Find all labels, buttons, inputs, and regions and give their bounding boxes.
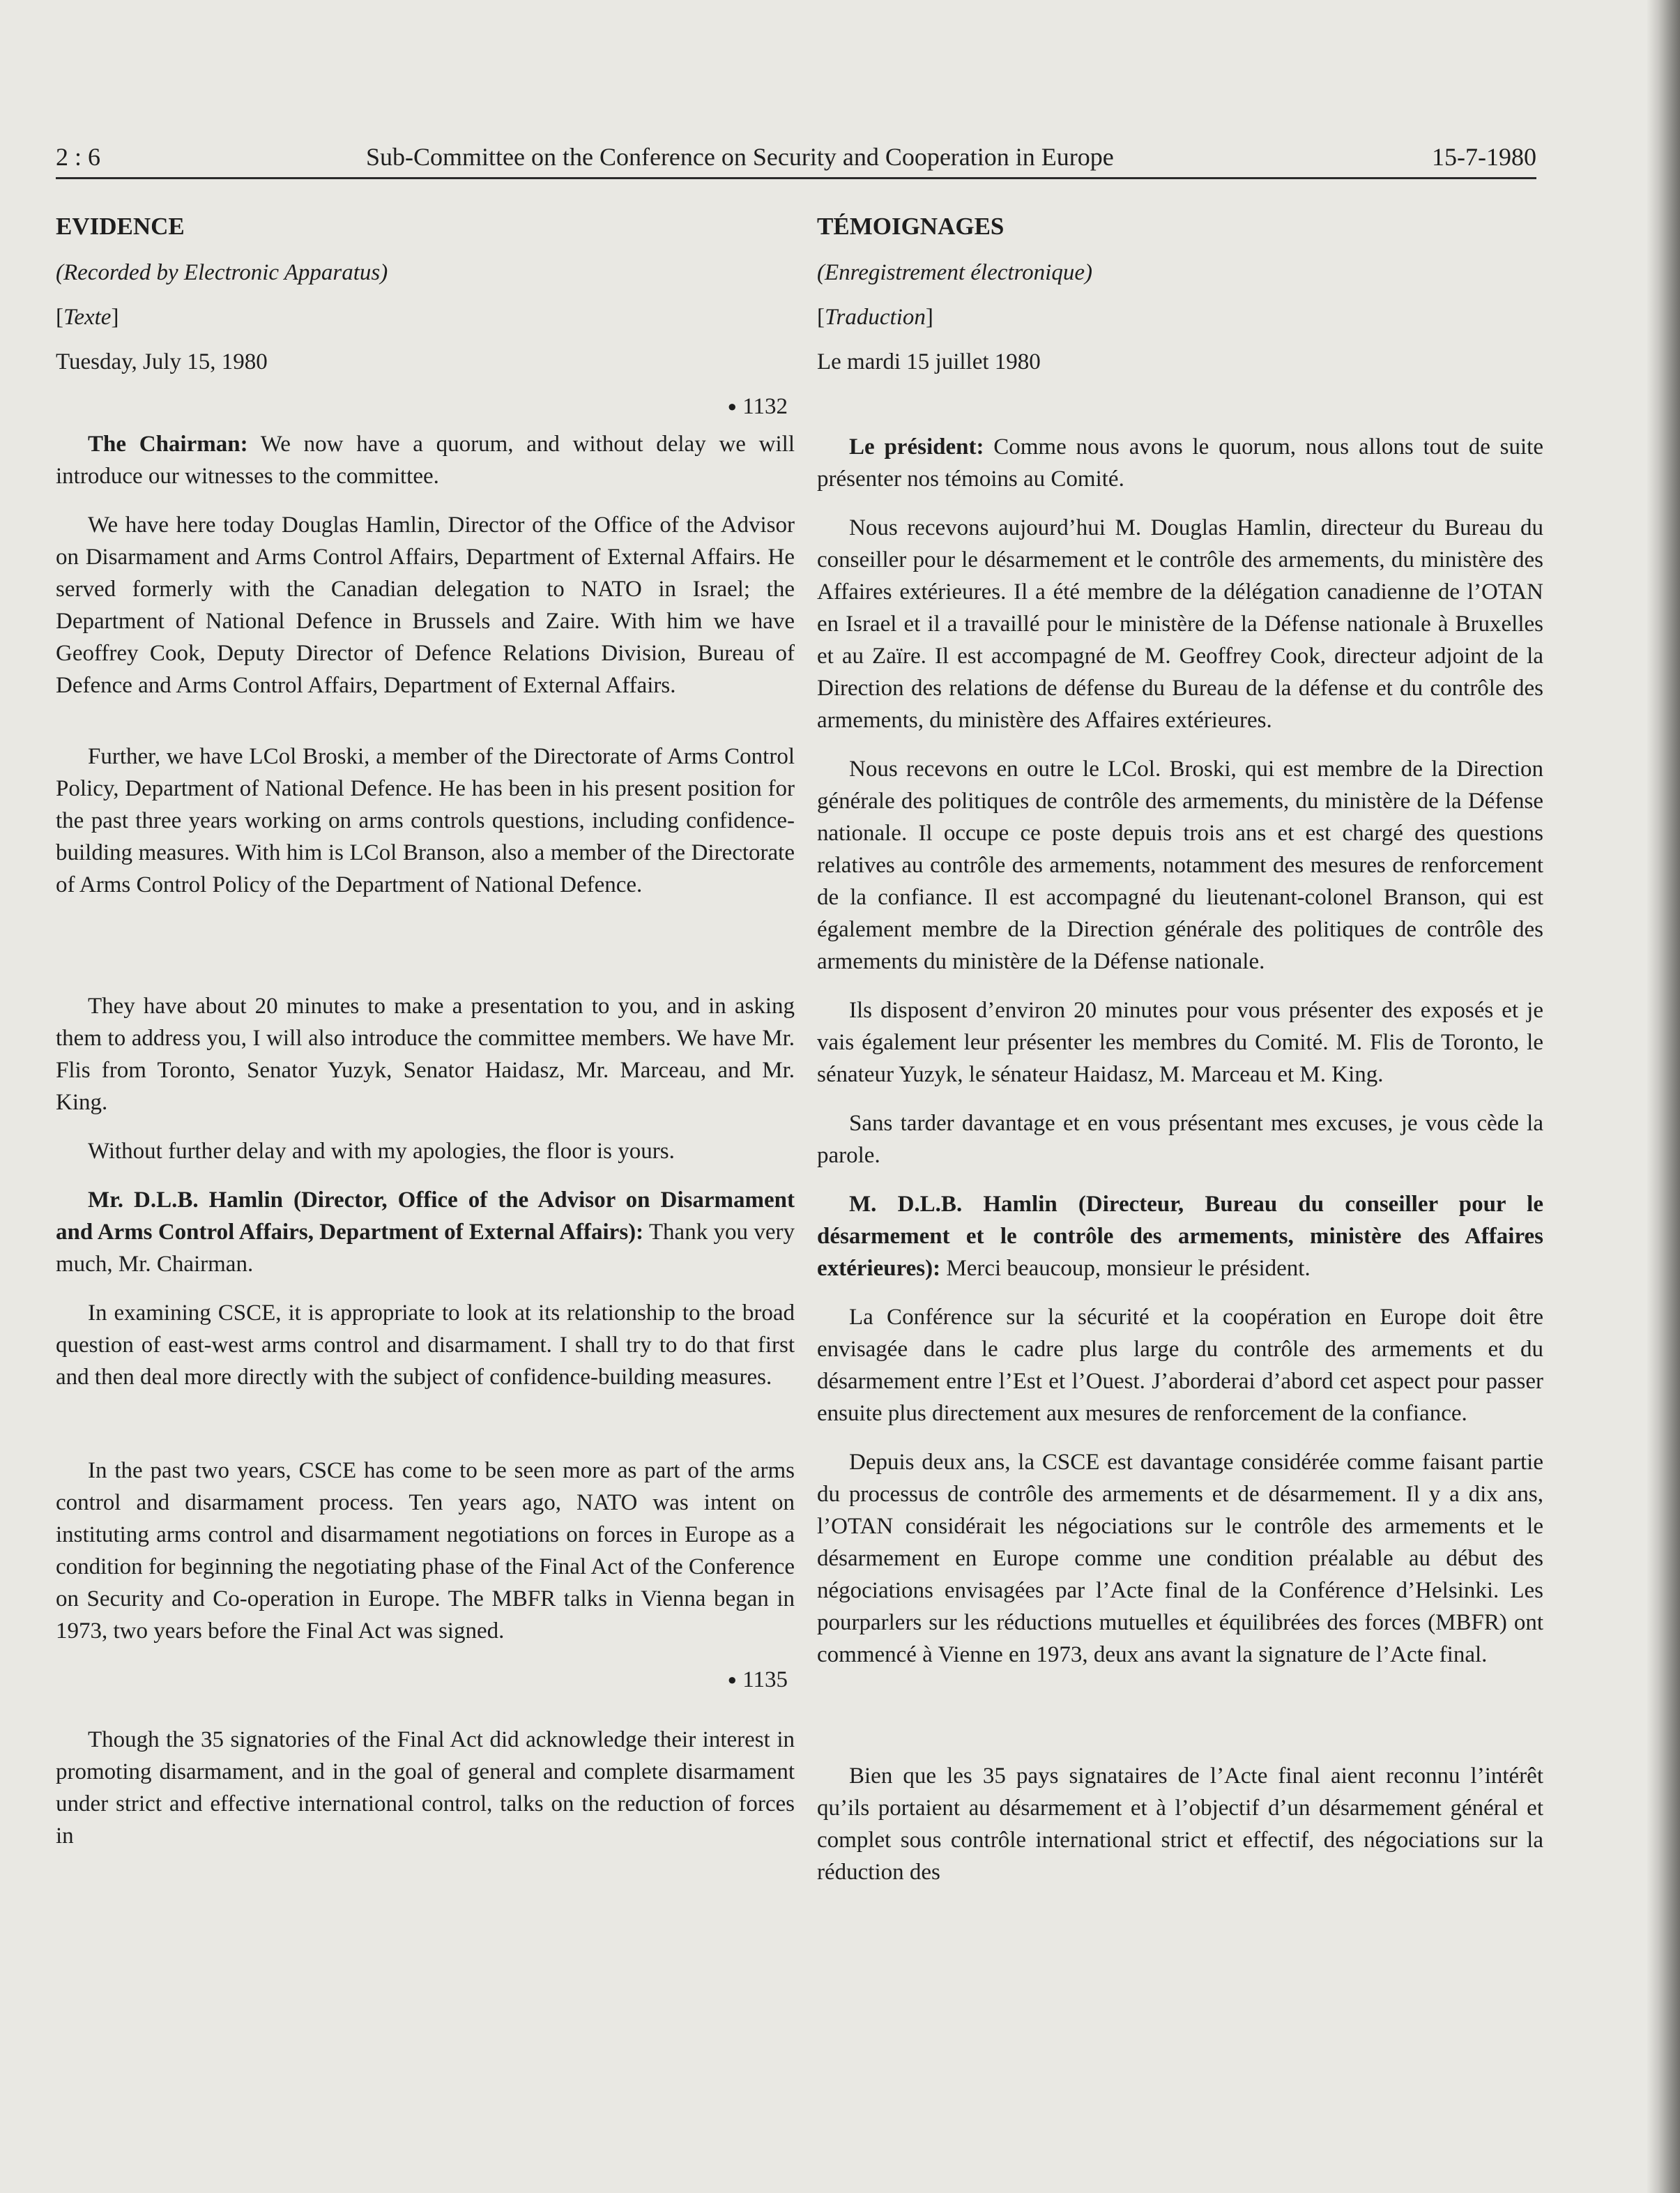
speaker-name: Le président:	[849, 434, 984, 460]
text-label: [Traduction]	[817, 305, 933, 330]
paragraph: Though the 35 signatories of the Final Act did acknowledge their interest in promoting disarmament, and in the goal of general and complete disarmament under strict and effective international control, talks on the reduction of forces in	[56, 1727, 795, 1849]
header-title: Sub-Committee on the Conference on Security and Cooperation in Europe	[366, 143, 1114, 171]
speaker-name: M. D.L.B. Hamlin (Directeur, Bureau du conseiller pour le désarmement et le contrôle des armements, ministère des Affaires extérieures):	[817, 1192, 1543, 1281]
paragraph: Without further delay and with my apologies, the floor is yours.	[88, 1139, 675, 1164]
section-heading: TÉMOIGNAGES	[817, 213, 1005, 240]
speaker-name: The Chairman:	[88, 432, 248, 457]
paragraph: They have about 20 minutes to make a presentation to you, and in asking them to address you, I will also introduce the committee members. We have Mr. Flis from Toronto, Senator Yuzyk, Senator Haidasz, Mr. Marceau, and Mr. King.	[56, 994, 795, 1115]
paragraph: Depuis deux ans, la CSCE est davantage considérée comme faisant partie du processus de contrôle des armements et de désarmement. Il y a dix ans, l’OTAN considérait les négociations sur le contrôle des armements et le désarmement en Europe comme une condition préalable au début des négociations envisagées par l’Acte final de la Conférence d’Helsinki. Les pourparlers sur les réductions mutuelles et équilibrées des forces (MBFR) ont commencé à Vienne en 1973, deux ans avant la signature de l’Acte final.	[817, 1450, 1543, 1667]
paragraph: Nous recevons en outre le LCol. Broski, qui est membre de la Direction générale des politiques de contrôle des armements, du ministère de la Défense nationale. Il occupe ce poste depuis trois ans et est chargé des questions relatives au contrôle des armements, notamment des mesures de renforcement de la confiance. Il est accompagné du lieutenant-colonel Branson, qui est également membre de la Direction générale des politiques de contrôle des armements du ministère de la Défense nationale.	[817, 757, 1543, 974]
paragraph	[817, 431, 1543, 495]
time-marker: ● 1135	[727, 1667, 788, 1692]
recorded-note: (Enregistrement électronique)	[817, 260, 1092, 285]
speech-text: Comme nous avons le quorum, nous allons tout de suite présenter nos témoins au Comité.	[817, 434, 1543, 492]
speaker-name: Mr. D.L.B. Hamlin (Director, Office of the Advisor on Disarmament and Arms Control Affairs, Department of External Affairs):	[56, 1187, 795, 1245]
session-date: Tuesday, July 15, 1980	[56, 349, 268, 374]
paragraph: Ils disposent d’environ 20 minutes pour vous présenter des exposés et je vais également leur présenter les membres du Comité. M. Flis de Toronto, le sénateur Yuzyk, le sénateur Haidasz, M. Marceau et M. King.	[817, 998, 1543, 1087]
paragraph: Nous recevons aujourd’hui M. Douglas Hamlin, directeur du Bureau du conseiller pour le désarmement et le contrôle des armements, du ministère des Affaires extérieures. Il a été membre de la délégation canadienne de l’OTAN en Israel et il a travaillé pour le ministère de la Défense nationale à Bruxelles et au Zaïre. Il est accompagné de M. Geoffrey Cook, directeur adjoint de la Direction des relations de défense du Bureau de la défense et du contrôle des armements, du ministère des Affaires extérieures.	[817, 515, 1543, 733]
header-date: 15-7-1980	[1432, 143, 1536, 171]
english-column	[56, 202, 795, 1869]
paragraph: La Conférence sur la sécurité et la coopération en Europe doit être envisagée dans le cadre plus large du contrôle des armements et du désarmement entre l’Est et l’Ouest. J’aborderai d’abord cet aspect pour passer ensuite plus directement aux mesures de renforcement de la confiance.	[817, 1305, 1543, 1426]
text-label-value: Traduction	[825, 305, 926, 330]
paragraph: In the past two years, CSCE has come to be seen more as part of the arms control and disarmament process. Ten years ago, NATO was intent on instituting arms control and disarmament negotiations on forces in Europe as a condition for beginning the negotiating phase of the Final Act of the Conference on Security and Co-operation in Europe. The MBFR talks in Vienna began in 1973, two years before the Final Act was signed.	[56, 1458, 795, 1644]
paragraph: Bien que les 35 pays signataires de l’Acte final aient reconnu l’intérêt qu’ils portaient au désarmement et à l’objectif d’un désarmement général et complet sous contrôle international strict et effectif, des négociations sur la réduction des	[817, 1763, 1543, 1885]
recorded-note: (Recorded by Electronic Apparatus)	[56, 260, 388, 285]
time-marker: ● 1132	[727, 394, 788, 419]
section-heading: EVIDENCE	[56, 213, 185, 240]
french-column	[817, 202, 1543, 1905]
paragraph	[817, 1188, 1543, 1284]
time-marker-value: 1135	[742, 1667, 788, 1692]
text-label-value: Texte	[63, 305, 112, 330]
paragraph	[56, 428, 795, 492]
paragraph: Further, we have LCol Broski, a member of the Directorate of Arms Control Policy, Department of National Defence. He has been in his present position for the past three years working on arms controls questions, including confidence-building measures. With him is LCol Branson, also a member of the Directorate of Arms Control Policy of the Department of National Defence.	[56, 744, 795, 897]
page-number: 2 : 6	[56, 143, 101, 171]
running-header	[56, 138, 1536, 179]
time-marker-value: 1132	[742, 394, 788, 419]
session-date: Le mardi 15 juillet 1980	[817, 349, 1041, 374]
paragraph: Sans tarder davantage et en vous présentant mes excuses, je vous cède la parole.	[817, 1111, 1543, 1168]
paragraph: In examining CSCE, it is appropriate to look at its relationship to the broad question of east-west arms control and disarmament. I shall try to do that first and then deal more directly with the subject of confidence-building measures.	[56, 1300, 795, 1390]
paragraph: We have here today Douglas Hamlin, Director of the Office of the Advisor on Disarmament and Arms Control Affairs, Department of External Affairs. He served formerly with the Canadian delegation to NATO in Israel; the Department of National Defence in Brussels and Zaire. With him we have Geoffrey Cook, Deputy Director of Defence Relations Division, Bureau of Defence and Arms Control Affairs, Department of External Affairs.	[56, 513, 795, 698]
speech-text: We now have a quorum, and without delay we will introduce our witnesses to the committee.	[56, 432, 795, 489]
speech-text: Thank you very much, Mr. Chairman.	[56, 1220, 795, 1277]
speech-text: Merci beaucoup, monsieur le président.	[940, 1256, 1311, 1281]
page-edge-shadow	[1647, 0, 1680, 2193]
paragraph	[56, 1184, 795, 1280]
text-label: [Texte]	[56, 305, 119, 330]
